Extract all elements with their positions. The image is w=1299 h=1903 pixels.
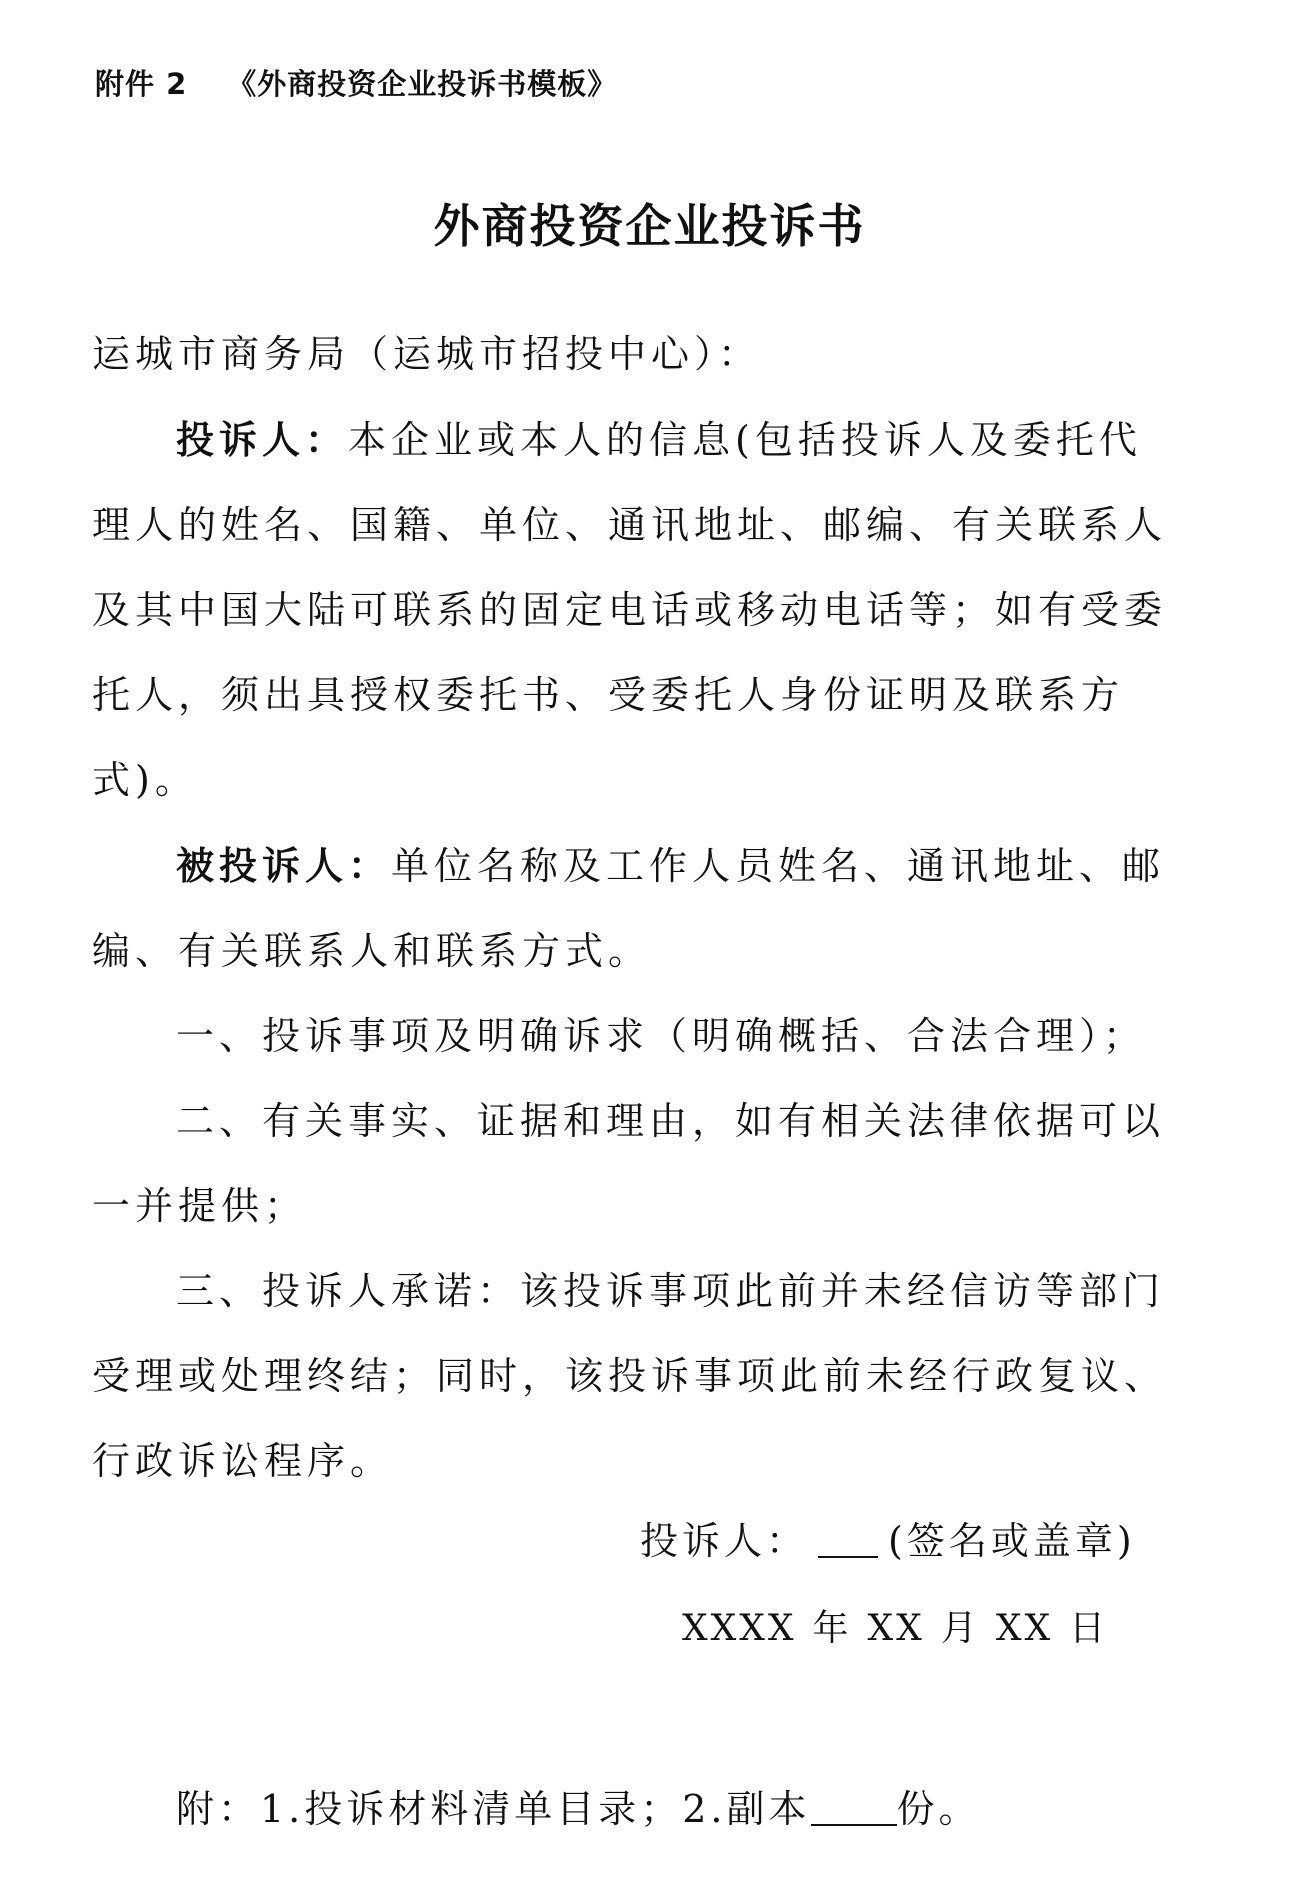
complainant-text: 本企业或本人的信息(包括投诉人及委托代理人的姓名、国籍、单位、通讯地址、邮编、有关联系人及其中国大陆可联系的固定电话或移动电话等；如有受委托人，须出具授权委托书、受委托人身份证明及联系方式)。 <box>92 418 1168 802</box>
document-body <box>92 312 1182 1504</box>
date-month: XX <box>867 1608 925 1649</box>
respondent-label: 被投诉人： <box>176 843 392 888</box>
date-day-unit: 日 <box>1069 1608 1109 1649</box>
attachment-label <box>95 62 617 103</box>
item-two: 二、有关事实、证据和理由，如有相关法律依据可以一并提供； <box>92 1099 1166 1228</box>
copies-blank[interactable] <box>811 1788 897 1826</box>
signature-label: 投诉人： <box>640 1519 809 1563</box>
signature-note: (签名或盖章) <box>888 1519 1136 1563</box>
respondent-paragraph <box>92 823 1182 994</box>
appendix-prefix: 附：1.投诉材料清单目录；2.副本 <box>176 1787 811 1831</box>
appendix-suffix: 份。 <box>896 1787 981 1831</box>
recipient-line: 运城市商务局（运城市招投中心）： <box>92 332 762 376</box>
template-name: 《外商投资企业投诉书模板》 <box>227 67 618 101</box>
signature-blank[interactable] <box>818 1520 878 1558</box>
document-title: 外商投资企业投诉书 <box>433 199 866 253</box>
date-year: XXXX <box>682 1608 797 1649</box>
date-line <box>682 1600 1124 1651</box>
signature-block <box>640 1510 1136 1565</box>
item-one: 一、投诉事项及明确诉求（明确概括、合法合理）； <box>176 1014 1147 1058</box>
date-year-unit: 年 <box>812 1608 852 1649</box>
complainant-label: 投诉人： <box>176 417 349 462</box>
date-day: XX <box>995 1608 1054 1649</box>
date-month-unit: 月 <box>940 1608 980 1649</box>
attachment-number: 附件 2 <box>95 67 188 101</box>
respondent-text: 单位名称及工作人员姓名、通讯地址、邮编、有关联系人和联系方式。 <box>92 844 1166 973</box>
appendix-line <box>176 1778 981 1833</box>
item-three: 三、投诉人承诺：该投诉事项此前并未经信访等部门受理或处理终结；同时，该投诉事项此前未经行政复议、行政诉讼程序。 <box>92 1269 1168 1483</box>
complainant-paragraph <box>92 397 1182 823</box>
